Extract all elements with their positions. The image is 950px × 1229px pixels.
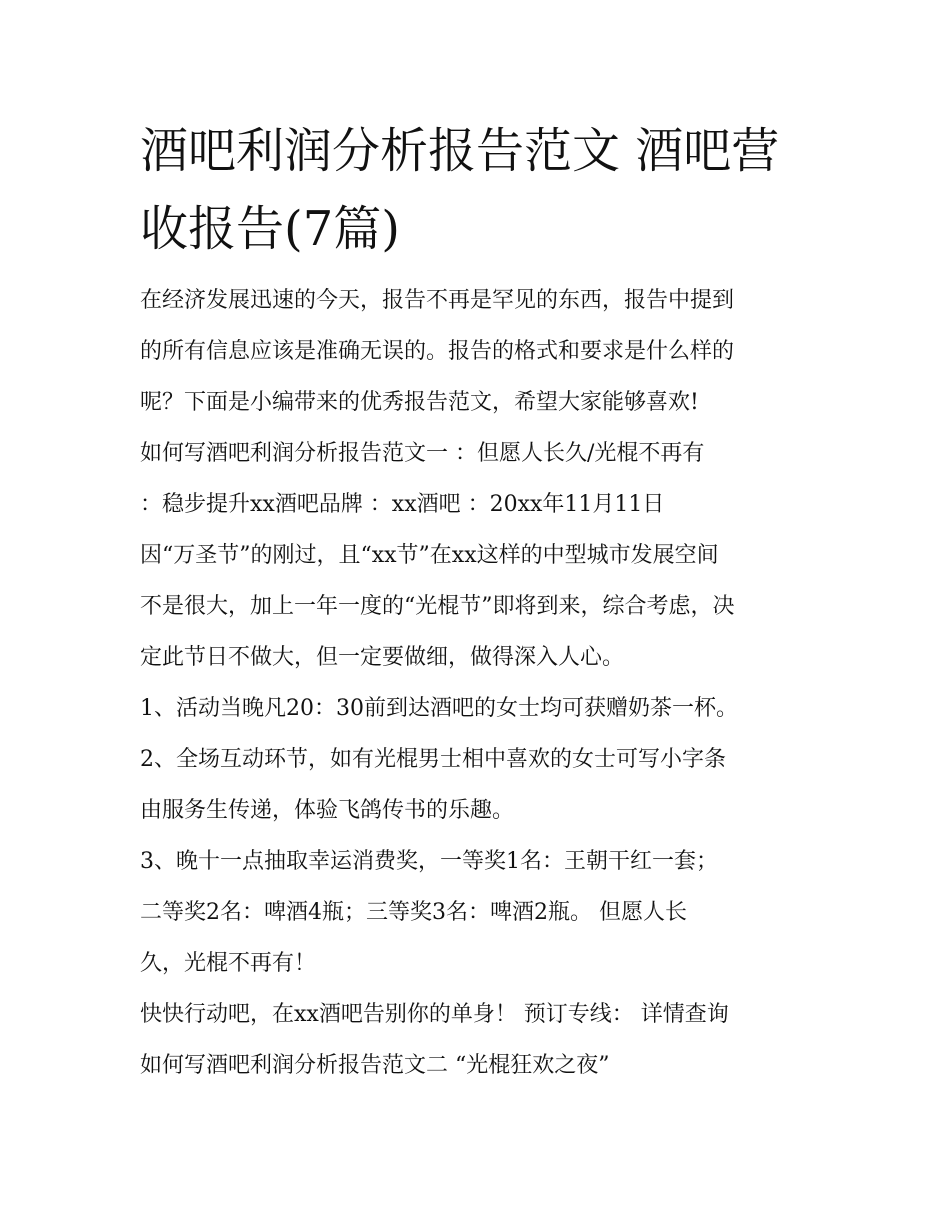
body-text-line: 在经济发展迅速的今天，报告不再是罕见的东西，报告中提到 — [140, 288, 735, 313]
body-text-line: 如何写酒吧利润分析报告范文一 ：但愿人长久/光棍不再有 — [140, 441, 705, 466]
body-text-line: 因“万圣节”的刚过，且“xx节”在xx这样的中型城市发展空间 — [140, 543, 719, 568]
body-text-line: 快快行动吧，在xx酒吧告别你的单身！ 预订专线： 详情查询 — [140, 1002, 729, 1027]
body-text-line: 定此节日不做大，但一定要做细，做得深入人心。 — [140, 645, 625, 670]
body-text-line: 2、全场互动环节，如有光棍男士相中喜欢的女士可写小字条 — [140, 747, 726, 772]
body-text-line: 的所有信息应该是准确无误的。报告的格式和要求是什么样的 — [140, 339, 735, 364]
body-text-line: 呢？下面是小编带来的优秀报告范文，希望大家能够喜欢! — [140, 390, 699, 415]
body-text-line: 久，光棍不再有！ — [140, 951, 317, 976]
title-line: 酒吧利润分析报告范文 酒吧营 — [140, 123, 780, 179]
title-line: 收报告(7篇) — [140, 201, 400, 257]
document-body — [140, 275, 830, 1091]
document-title — [140, 112, 840, 268]
body-text-line: 二等奖2名：啤酒4瓶；三等奖3名：啤酒2瓶。 但愿人长 — [140, 900, 687, 925]
body-text-line: 由服务生传递，体验飞鸽传书的乐趣。 — [140, 798, 515, 823]
body-text-line: 1、活动当晚凡20：30前到达酒吧的女士均可获赠奶茶一杯。 — [140, 696, 738, 721]
body-text-line: 不是很大，加上一年一度的“光棍节”即将到来，综合考虑，决 — [140, 594, 735, 619]
body-text-line: ：稳步提升xx酒吧品牌 ：xx酒吧 ：20xx年11月11日 — [140, 492, 665, 517]
body-text-line: 如何写酒吧利润分析报告范文二 “光棍狂欢之夜” — [140, 1053, 610, 1078]
body-text-line: 3、晚十一点抽取幸运消费奖，一等奖1名：王朝干红一套； — [140, 849, 718, 874]
